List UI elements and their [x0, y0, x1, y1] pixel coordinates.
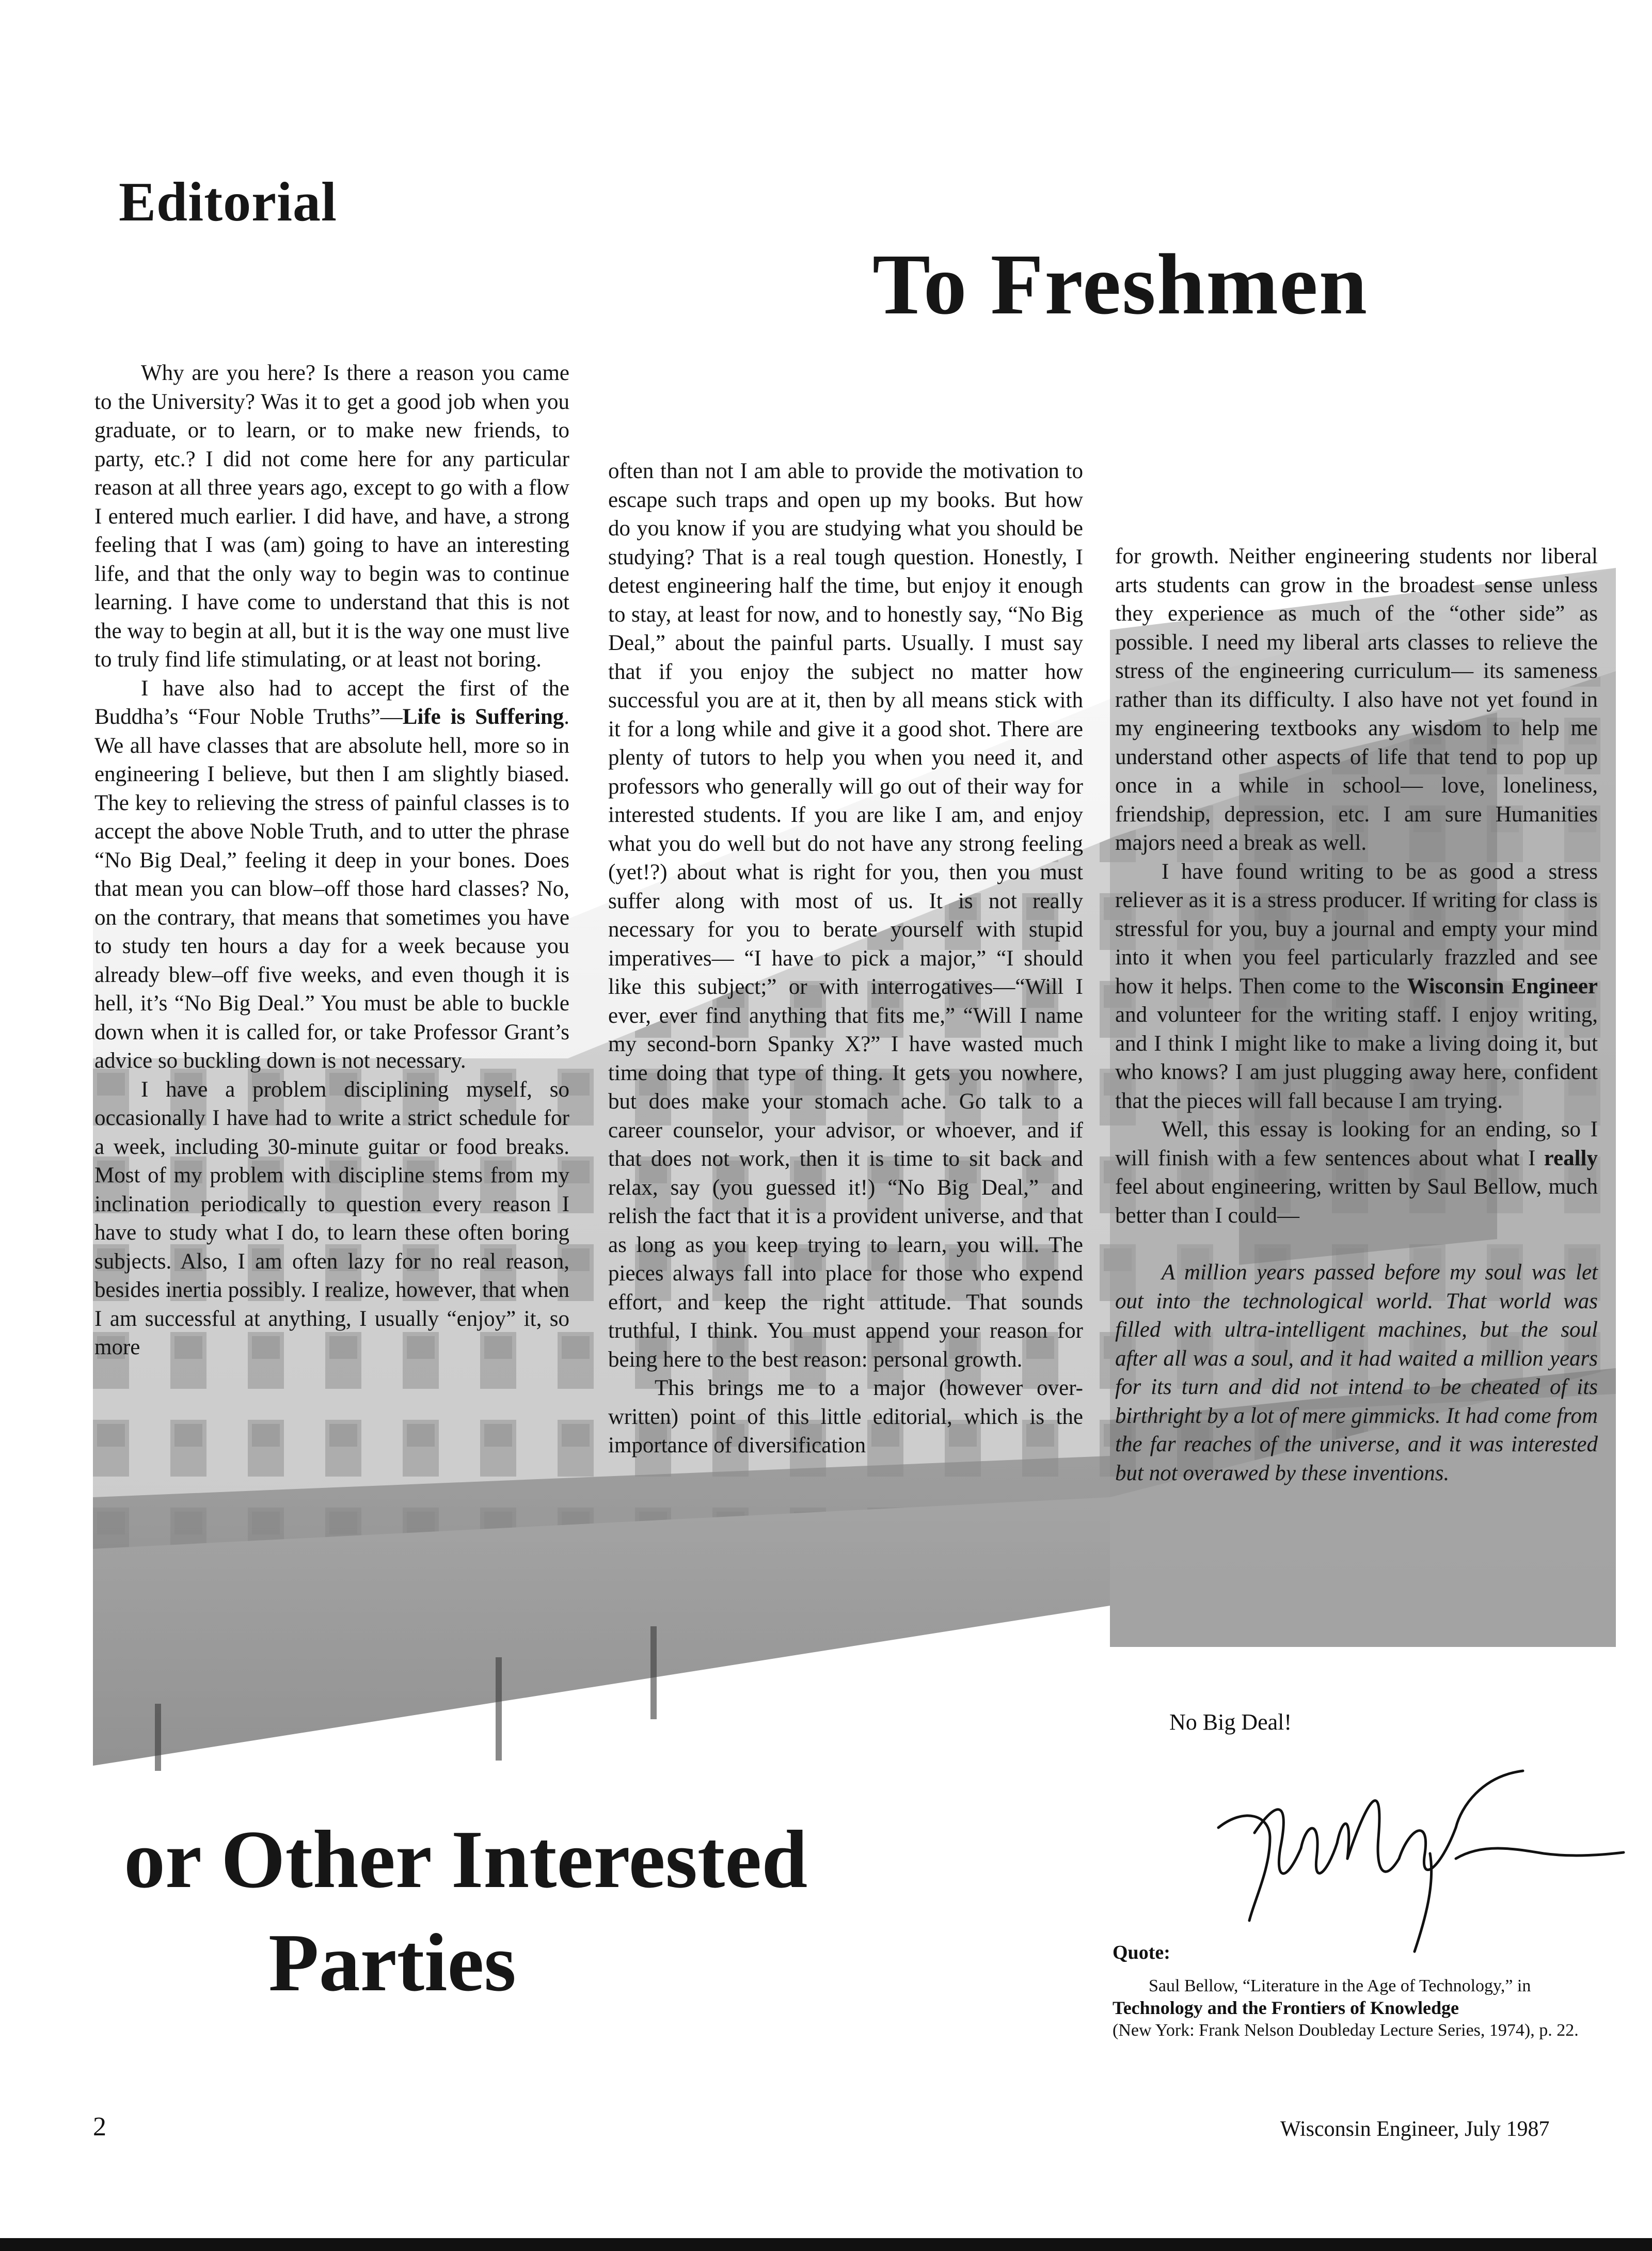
section-heading: Editorial	[119, 171, 338, 233]
paragraph: often than not I am able to provide the motivation to escape such traps and open up my books. But how do you know if you are studying what you should be studying? That is a real tough question. Honestly, I detest engineering half the time, but enjoy it enough to stay, at least for now, and to honestly say, “No Big Deal,” about the painful parts. Usually. I must say that if you enjoy the subject no matter how successful you are at it, then by all means stick with it for a long while and give it a good shot. There are plenty of tutors to help you when you need it, and professors who generally will go out of their way for interested students. If you are like I am, and enjoy what you do well but do not have any strong feeling (yet!?) about what is right for you, then you must suffer along with most of us. It is not really necessary for you to berate yourself with stupid imperatives— “I have to pick a major,” “I should like this subject;” or with interrogatives—“Will I ever, ever find anything that fits me,” “Will I name my second-born Spanky X?” I have wasted much time doing that type of thing. It gets you nowhere, but does make your stomach ache. Go talk to a career counselor, your advisor, or whoever, and if that does not work, then it is time to sit back and relax, say (you guessed it!) “No Big Deal,” and relish the fact that it is a provident universe, and that as long as you keep trying to learn, you will. The pieces always fall into place for those who expend effort, and keep the right attitude. That sounds truthful, I think. You must append your reason for being here to the best reason: personal growth.	[608, 459, 1083, 1372]
citation-block	[1113, 1975, 1593, 2041]
closing-line: No Big Deal!	[1169, 1709, 1292, 1735]
publication-name: Wisconsin Engineer	[1407, 974, 1598, 998]
text-run: feel about engineering, written by Saul Bellow, much better than I could—	[1115, 1175, 1598, 1228]
page-number: 2	[93, 2112, 106, 2142]
author-signature	[1213, 1766, 1626, 1962]
citation-book-title: Technology and the Frontiers of Knowledge	[1113, 1998, 1459, 2018]
bottom-border	[0, 2238, 1652, 2251]
paragraph: This brings me to a major (however over-written) point of this little editorial, which is the importance of diversification	[608, 1376, 1083, 1457]
article-column-2	[608, 457, 1083, 1460]
paragraph	[94, 674, 569, 1075]
citation-text: (New York: Frank Nelson Doubleday Lecture Series, 1974), p. 22.	[1113, 2021, 1579, 2040]
emphasis-text: really	[1544, 1146, 1598, 1170]
paragraph: for growth. Neither engineering students nor liberal arts students can grow in the broadest sense unless they experience as much of the “other side” as possible. I need my liberal arts classes to relieve the stress of the engineering curriculum— its sameness rather than its difficulty. I also have not yet found in my engineering textbooks any wisdom to help me understand other aspects of life that tend to pop up once in a while in school— love, loneliness, friendship, depression, etc. I am sure Humanities majors need a break as well.	[1115, 544, 1598, 855]
text-run: Well, this essay is looking for an ending, so I will finish with a few sentences about what I	[1115, 1117, 1598, 1170]
text-run: and volunteer for the writing staff. I enjoy writing, and I think I might like to make a living doing it, but who knows? I am just plugging away here, confident that the pieces will fall because I am trying.	[1115, 1003, 1598, 1113]
citation-text: Saul Bellow, “Literature in the Age of Technology,” in	[1149, 1976, 1531, 1995]
article-title-continued: or Other Interested	[124, 1813, 808, 1905]
article-title: To Freshmen	[872, 236, 1369, 332]
emphasis-text: Life is Suffering	[402, 705, 564, 729]
text-run: . We all have classes that are absolute hell, more so in engineering I believe, but then I am slightly biased. The key to relieving the stress of painful classes is to accept the above Noble Truth, and to utter the phrase “No Big Deal,” feeling it deep in your bones. Does that mean you can blow–off those hard classes? No, on the contrary, that means that sometimes you have to study ten hours a day for a week because you already blew–off five weeks, and even though it is hell, it’s “No Big Deal.” You must be able to buckle down when it is called for, or take Professor Grant’s advice so buckling down is not necessary.	[94, 705, 569, 1073]
citation-label: Quote:	[1113, 1942, 1170, 1963]
running-footer: Wisconsin Engineer, July 1987	[1280, 2117, 1550, 2141]
article-column-3	[1115, 542, 1598, 1487]
text-run: I have found writing to be as good a stress reliever as it is a stress producer. If writing for class is stressful for you, buy a journal and empty your mind into it when you feel particularly frazzled and see how it helps. Then come to the	[1115, 859, 1598, 998]
paragraph: I have a problem disciplining myself, so occasionally I have had to write a strict schedule for a week, including 30-minute guitar or food breaks. Most of my problem with discipline stems from my inclination periodically to question every reason I have to study what I do, to learn these often boring subjects. Also, I am often lazy for no real reason, besides inertia possibly. I realize, however, that when I am successful at anything, I usually “enjoy” it, so more	[94, 1077, 569, 1359]
article-title-continued: Parties	[268, 1916, 516, 2008]
paragraph: Why are you here? Is there a reason you came to the University? Was it to get a good job when you graduate, or to learn, or to make new friends, to party, etc.? I did not come here for any particular reason at all three years ago, except to go with a flow I entered much earlier. I did have, and have, a strong feeling that I was (am) going to have an interesting life, and that the only way to begin was to continue learning. I have come to understand that this is not the way to begin at all, but it is the way one must live to truly find life stimulating, or at least not boring.	[94, 361, 569, 672]
article-column-1	[94, 359, 569, 1362]
paragraph	[1115, 858, 1598, 1116]
text-run: I have also had to accept the first of the Buddha’s “Four Noble Truths”—	[94, 676, 569, 729]
block-quote: A million years passed before my soul was let out into the technological world. That world was filled with ultra-intelligent machines, but the soul after all was a soul, and it had waited a million years for its turn and did not intend to be cheated of its birthright by a lot of mere gimmicks. It had come from the far reaches of the universe, and it was interested but not overawed by these inventions.	[1115, 1260, 1598, 1485]
paragraph	[1115, 1115, 1598, 1230]
